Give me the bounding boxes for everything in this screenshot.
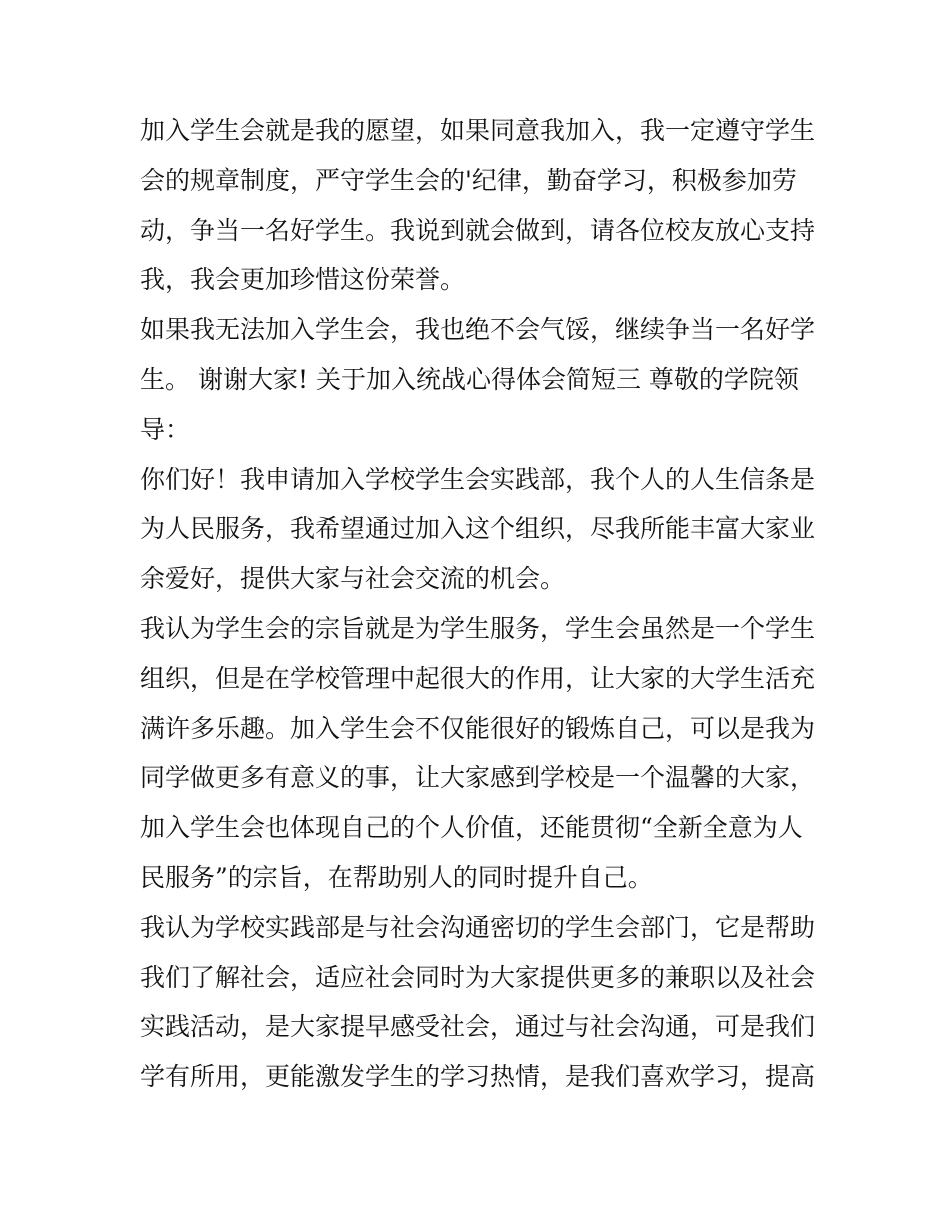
text-line: 实践活动，是大家提早感受社会，通过与社会沟通，可是我们: [140, 1012, 816, 1042]
text-line: 我，我会更加珍惜这份荣誉。: [140, 265, 466, 295]
text-line: 我认为学生会的宗旨就是为学生服务，学生会虽然是一个学生: [140, 613, 816, 643]
text-line: 我认为学校实践部是与社会沟通密切的学生会部门，它是帮助: [140, 912, 816, 942]
text-line: 民服务”的宗旨，在帮助别人的同时提升自己。: [140, 862, 653, 892]
text-line: 生。 谢谢大家! 关于加入统战心得体会简短三 尊敬的学院领: [140, 364, 799, 394]
text-line: 满许多乐趣。加入学生会不仅能很好的锻炼自己，可以是我为: [140, 713, 816, 743]
text-line: 组织，但是在学校管理中起很大的作用，让大家的大学生活充: [140, 663, 816, 693]
text-line: 如果我无法加入学生会，我也绝不会气馁，继续争当一名好学: [140, 315, 816, 345]
text-line: 余爱好，提供大家与社会交流的机会。: [140, 564, 566, 594]
text-line: 导：: [140, 414, 191, 444]
body-text: [140, 106, 820, 1102]
text-line: 你们好！我申请加入学校学生会实践部，我个人的人生信条是: [140, 464, 816, 494]
text-line: 学有所用，更能激发学生的学习热情，是我们喜欢学习，提高: [140, 1062, 816, 1092]
text-line: 加入学生会就是我的愿望，如果同意我加入，我一定遵守学生: [140, 116, 816, 145]
text-line: 为人民服务，我希望通过加入这个组织，尽我所能丰富大家业: [140, 514, 816, 544]
text-line: 动，争当一名好学生。我说到就会做到，请各位校友放心支持: [140, 215, 816, 245]
text-line: 同学做更多有意义的事，让大家感到学校是一个温馨的大家，: [140, 763, 816, 793]
text-line: 加入学生会也体现自己的个人价值，还能贯彻“全新全意为人: [140, 813, 803, 843]
text-line: 我们了解社会，适应社会同时为大家提供更多的兼职以及社会: [140, 962, 816, 992]
text-line: 会的规章制度，严守学生会的'纪律，勤奋学习，积极参加劳: [140, 165, 797, 195]
